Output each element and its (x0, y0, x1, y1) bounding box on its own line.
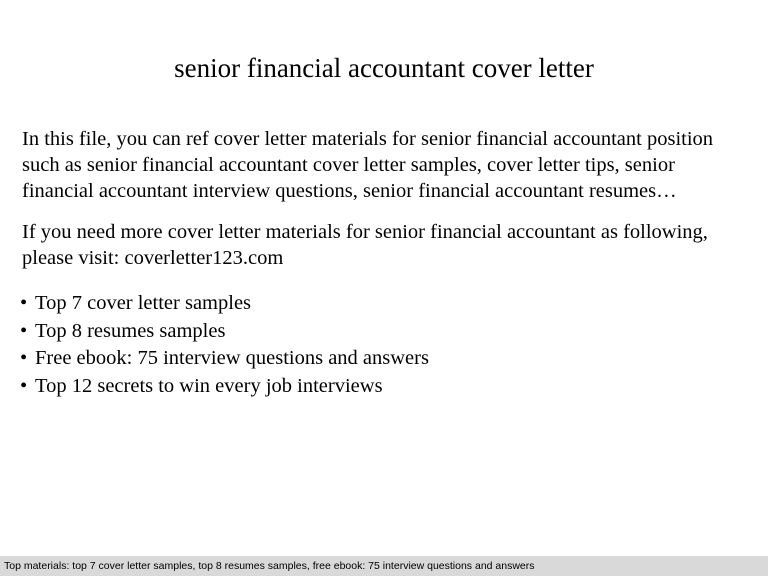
bullet-icon: • (20, 347, 28, 369)
bullet-icon: • (20, 292, 28, 314)
visit-paragraph (22, 219, 752, 271)
intro-line: financial accountant interview questions, senior financial accountant resumes… (22, 180, 677, 202)
visit-line: If you need more cover letter materials for senior financial accountant as following, (22, 221, 708, 243)
list-item-label: Top 7 cover letter samples (35, 292, 252, 314)
footer-text: Top materials: top 7 cover letter samples, top 8 resumes samples, free ebook: 75 interview questions and answers (4, 560, 535, 572)
intro-line: In this file, you can ref cover letter materials for senior financial accountant position (22, 128, 714, 150)
visit-line: please visit: coverletter123.com (22, 247, 284, 269)
list-item (20, 345, 429, 373)
list-item (20, 318, 429, 346)
list-item-label: Top 8 resumes samples (35, 319, 226, 342)
list-item (20, 373, 429, 401)
list-item (20, 290, 429, 318)
intro-line: such as senior financial accountant cover letter samples, cover letter tips, senior (22, 154, 675, 176)
list-item-label: Top 12 secrets to win every job interviews (35, 374, 383, 397)
list-item-label: Free ebook: 75 interview questions and answers (35, 347, 429, 369)
bullet-icon: • (20, 319, 28, 342)
intro-paragraph (22, 126, 752, 204)
footer-bar (0, 556, 768, 576)
materials-list (20, 290, 429, 400)
bullet-icon: • (20, 374, 28, 397)
page-title: senior financial accountant cover letter (174, 53, 594, 83)
